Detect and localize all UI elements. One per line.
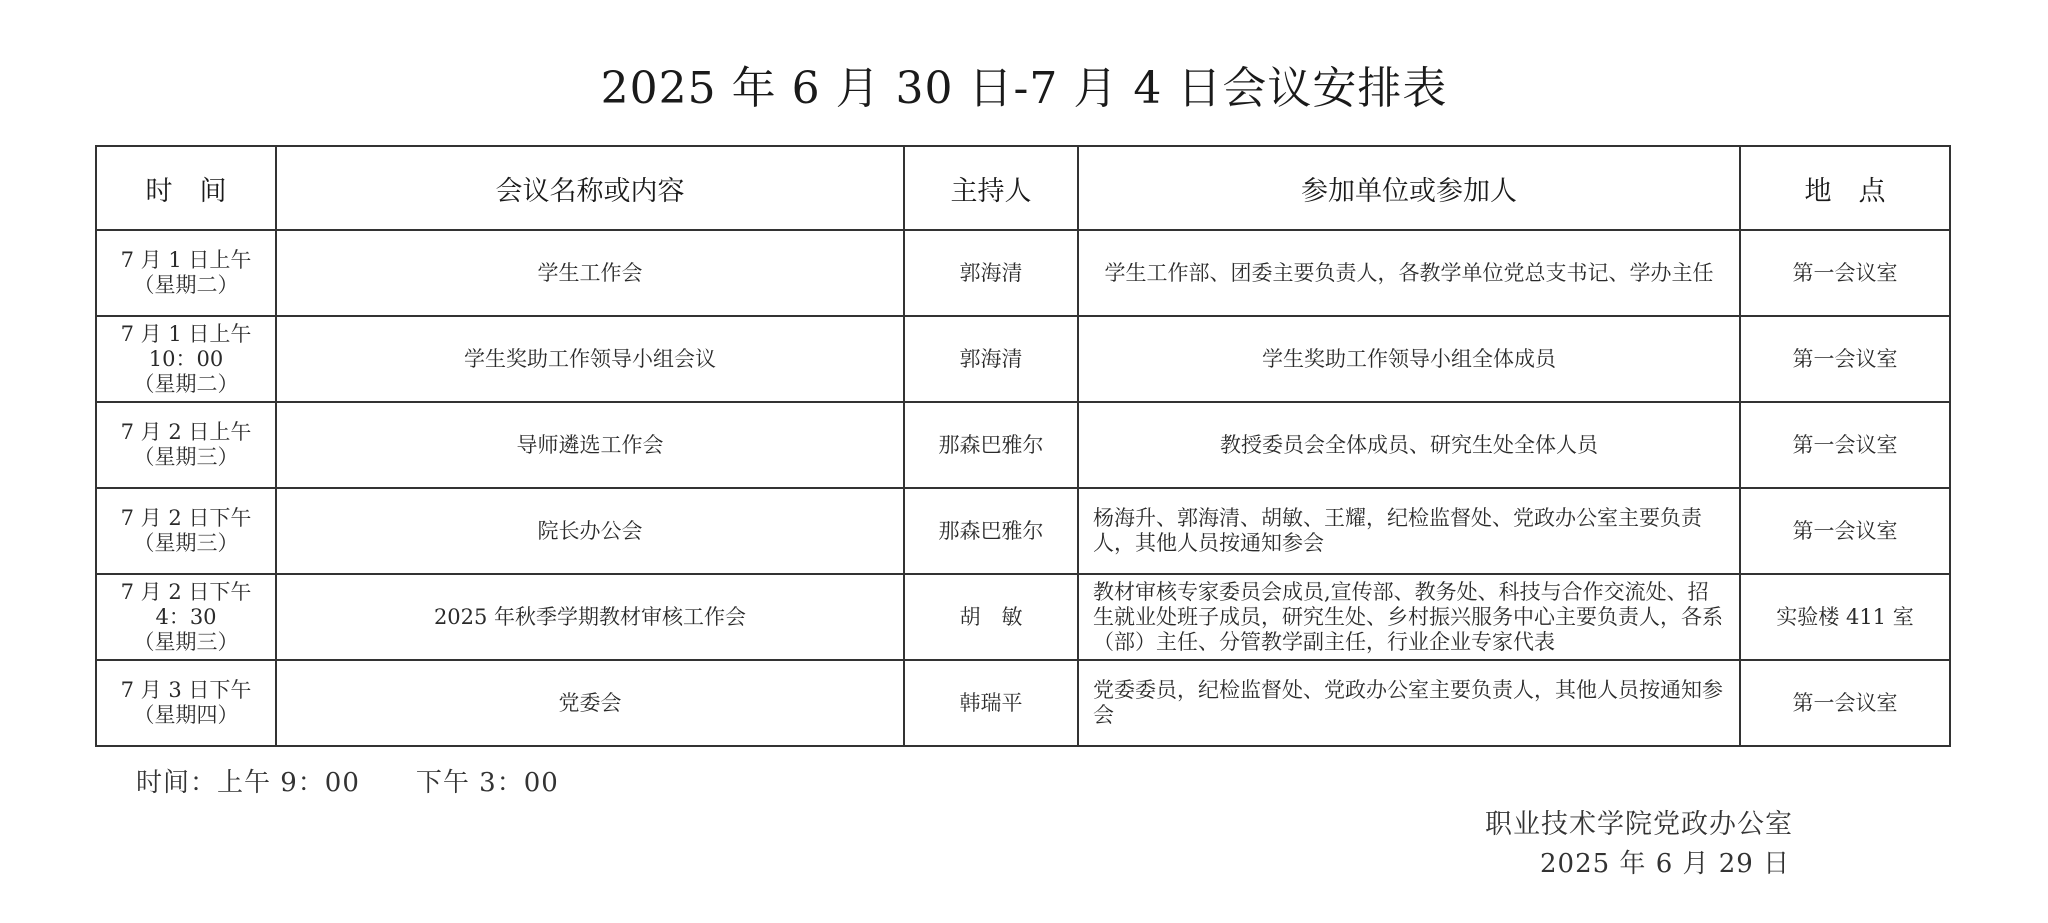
- cell-location: 第一会议室: [1740, 230, 1950, 316]
- time-line: 10：00: [148, 346, 224, 371]
- header-attendees: 参加单位或参加人: [1078, 146, 1740, 230]
- page-title: 2025 年 6 月 30 日-7 月 4 日会议安排表: [600, 63, 1448, 114]
- cell-attendees: 学生工作部、团委主要负责人，各教学单位党总支书记、学办主任: [1078, 230, 1740, 316]
- cell-host: 那森巴雅尔: [904, 402, 1078, 488]
- cell-location: 实验楼 411 室: [1740, 574, 1950, 660]
- cell-host: 郭海清: [904, 316, 1078, 402]
- cell-location: 第一会议室: [1740, 316, 1950, 402]
- time-line: （星期三）: [133, 531, 239, 555]
- cell-time: [96, 574, 276, 660]
- time-line: 4：30: [155, 604, 217, 629]
- cell-attendees: 教材审核专家委员会成员,宣传部、教务处、科技与合作交流处、招生就业处班子成员，研究生处、乡村振兴服务中心主要负责人，各系（部）主任、分管教学副主任，行业企业专家代表: [1078, 574, 1740, 660]
- time-line: （星期三）: [133, 445, 239, 469]
- time-line: （星期二）: [133, 371, 239, 396]
- time-line: 7 月 2 日下午: [120, 506, 252, 530]
- cell-time: [96, 660, 276, 746]
- header-meeting: 会议名称或内容: [276, 146, 904, 230]
- cell-location: 第一会议室: [1740, 660, 1950, 746]
- cell-meeting: 学生工作会: [276, 230, 904, 316]
- time-line: 7 月 2 日上午: [120, 420, 252, 444]
- time-note-morning: 时间：上午 9：00: [136, 768, 360, 798]
- time-line: （星期四）: [133, 703, 239, 727]
- cell-attendees: 党委委员，纪检监督处、党政办公室主要负责人，其他人员按通知参会: [1078, 660, 1740, 746]
- header-time: 时 间: [96, 146, 276, 230]
- cell-time: [96, 230, 276, 316]
- cell-time: [96, 488, 276, 574]
- cell-attendees: 学生奖助工作领导小组全体成员: [1078, 316, 1740, 402]
- table-row: [96, 660, 1950, 746]
- cell-meeting: 2025 年秋季学期教材审核工作会: [276, 574, 904, 660]
- cell-meeting: 院长办公会: [276, 488, 904, 574]
- cell-meeting: 学生奖助工作领导小组会议: [276, 316, 904, 402]
- cell-meeting: 党委会: [276, 660, 904, 746]
- time-line: 7 月 1 日上午: [120, 321, 252, 346]
- time-line: 7 月 2 日下午: [120, 579, 252, 604]
- table-header-row: [96, 146, 1950, 230]
- cell-attendees: 杨海升、郭海清、胡敏、王耀，纪检监督处、党政办公室主要负责人，其他人员按通知参会: [1078, 488, 1740, 574]
- cell-time: [96, 316, 276, 402]
- time-line: 7 月 3 日下午: [120, 678, 252, 702]
- cell-time: [96, 402, 276, 488]
- cell-location: 第一会议室: [1740, 402, 1950, 488]
- cell-host: 胡 敏: [904, 574, 1078, 660]
- header-host: 主持人: [904, 146, 1078, 230]
- table-row: [96, 316, 1950, 402]
- meeting-schedule-table: [95, 145, 1951, 747]
- table-row: [96, 574, 1950, 660]
- header-location: 地 点: [1740, 146, 1950, 230]
- cell-host: 郭海清: [904, 230, 1078, 316]
- issuer-name: 职业技术学院党政办公室: [1485, 809, 1793, 840]
- time-line: 7 月 1 日上午: [120, 248, 252, 272]
- time-note-afternoon: 下午 3：00: [415, 768, 559, 798]
- issue-date: 2025 年 6 月 29 日: [1540, 849, 1791, 879]
- time-line: （星期三）: [133, 629, 239, 654]
- cell-host: 韩瑞平: [904, 660, 1078, 746]
- table-row: [96, 488, 1950, 574]
- time-line: （星期二）: [133, 273, 239, 297]
- cell-meeting: 导师遴选工作会: [276, 402, 904, 488]
- cell-attendees: 教授委员会全体成员、研究生处全体人员: [1078, 402, 1740, 488]
- table-row: [96, 230, 1950, 316]
- table-row: [96, 402, 1950, 488]
- cell-location: 第一会议室: [1740, 488, 1950, 574]
- cell-host: 那森巴雅尔: [904, 488, 1078, 574]
- meeting-time-note: [136, 762, 559, 799]
